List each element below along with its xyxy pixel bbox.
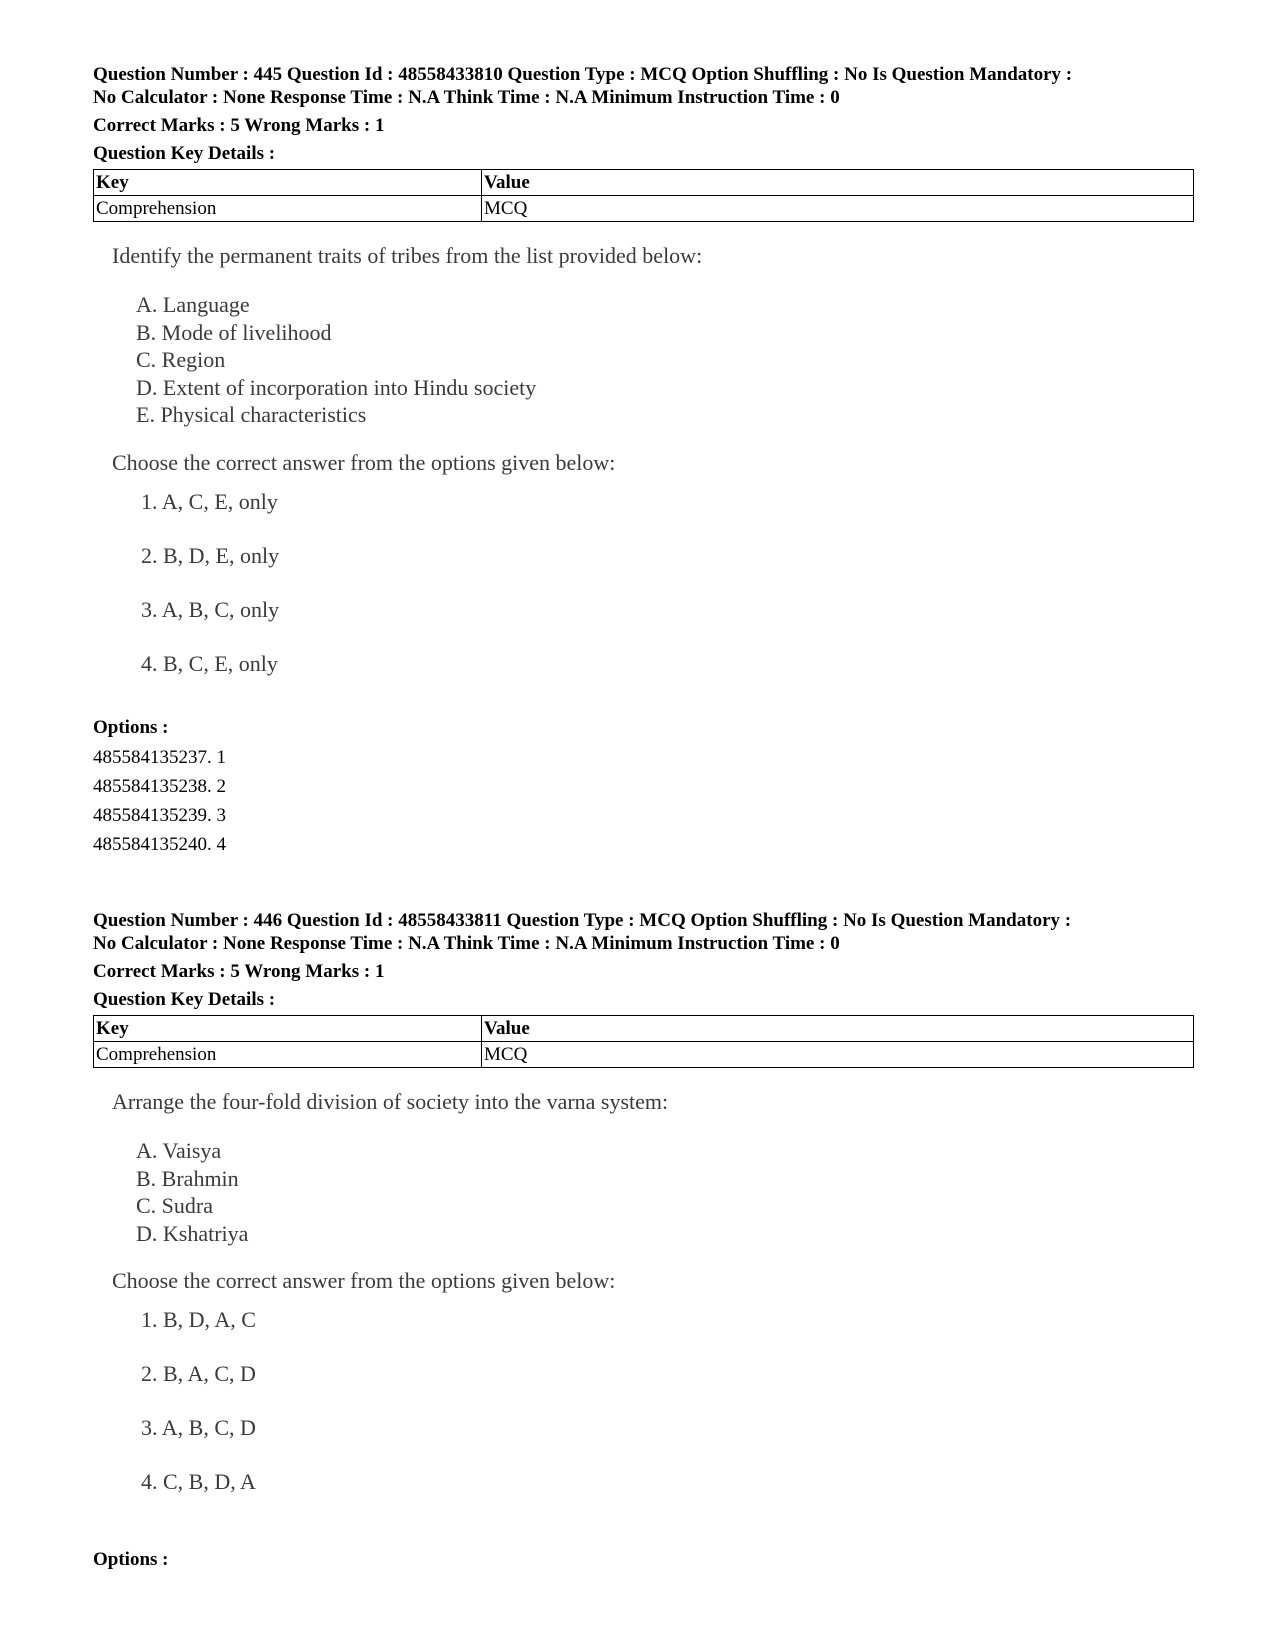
- option-label: 2: [216, 776, 226, 797]
- question-prompt: Identify the permanent traits of tribes from the list provided below:: [112, 243, 703, 268]
- option-label: 4: [216, 834, 226, 855]
- option-row: 485584135238. 2: [93, 776, 226, 797]
- answer-choice: 4. B, C, E, only: [141, 650, 278, 676]
- statement-item: A. Language: [136, 292, 250, 317]
- options-title: Options :: [93, 717, 169, 738]
- statement-list: [136, 291, 702, 429]
- option-row: 485584135240. 4: [93, 834, 226, 855]
- key-details-table: [93, 169, 1194, 222]
- key-header-cell: Key: [94, 170, 482, 196]
- options-title: Options :: [93, 1549, 169, 1570]
- question-meta-line-1: Question Number : 445 Question Id : 48558433810 Question Type : MCQ Option Shuffling : No Is Question Mandatory :: [93, 64, 1073, 85]
- answer-choice: 1. A, C, E, only: [141, 488, 278, 514]
- key-table-row: [94, 196, 1194, 222]
- statement-item: C. Region: [136, 347, 226, 372]
- value-cell: MCQ: [482, 1042, 1194, 1068]
- answer-choice: 2. B, D, E, only: [141, 542, 280, 568]
- answer-choice: 3. A, B, C, D: [141, 1415, 256, 1440]
- key-details-title: Question Key Details :: [93, 143, 276, 164]
- question-body-446: [112, 1089, 668, 1523]
- choose-instruction: Choose the correct answer from the options given below:: [112, 1268, 616, 1293]
- answer-choice-list: [141, 1307, 668, 1523]
- key-header-cell: Key: [94, 1016, 482, 1042]
- key-details-title: Question Key Details :: [93, 989, 276, 1010]
- question-meta-line-2: No Calculator : None Response Time : N.A Think Time : N.A Minimum Instruction Time : 0: [93, 933, 840, 954]
- value-header-cell: Value: [482, 1016, 1194, 1042]
- statement-list: [136, 1137, 668, 1247]
- answer-choice: 3. A, B, C, only: [141, 596, 280, 622]
- question-header-446: [93, 909, 1193, 1068]
- key-table-row: [94, 1042, 1194, 1068]
- option-id: 485584135240: [93, 834, 207, 855]
- answer-choice-list: [141, 489, 702, 705]
- key-table-header-row: [94, 1016, 1194, 1042]
- option-id: 485584135237: [93, 747, 207, 768]
- choose-instruction: Choose the correct answer from the options given below:: [112, 449, 616, 475]
- marks-line: Correct Marks : 5 Wrong Marks : 1: [93, 961, 385, 982]
- statement-item: B. Brahmin: [136, 1165, 239, 1191]
- option-label: 3: [216, 805, 226, 826]
- option-id: 485584135238: [93, 776, 207, 797]
- question-body-445: [112, 243, 702, 705]
- question-meta-line-2: No Calculator : None Response Time : N.A Think Time : N.A Minimum Instruction Time : 0: [93, 87, 840, 108]
- statement-item: E. Physical characteristics: [136, 402, 367, 427]
- answer-choice: 2. B, A, C, D: [141, 1361, 256, 1386]
- statement-item: B. Mode of livelihood: [136, 319, 332, 345]
- marks-line: Correct Marks : 5 Wrong Marks : 1: [93, 115, 385, 136]
- value-header-cell: Value: [482, 170, 1194, 196]
- value-cell: MCQ: [482, 196, 1194, 222]
- key-cell: Comprehension: [94, 1042, 482, 1068]
- answer-choice: 4. C, B, D, A: [141, 1469, 256, 1494]
- statement-item: D. Kshatriya: [136, 1220, 249, 1246]
- question-prompt: Arrange the four-fold division of society into the varna system:: [112, 1089, 669, 1114]
- question-header-445: [93, 63, 1193, 222]
- key-details-table: [93, 1015, 1194, 1068]
- statement-item: D. Extent of incorporation into Hindu society: [136, 374, 537, 400]
- key-cell: Comprehension: [94, 196, 482, 222]
- option-row: 485584135239. 3: [93, 805, 226, 826]
- key-table-header-row: [94, 170, 1194, 196]
- answer-choice: 1. B, D, A, C: [141, 1307, 256, 1332]
- option-row: 485584135237. 1: [93, 747, 226, 768]
- options-section-446: [93, 1548, 169, 1571]
- statement-item: C. Sudra: [136, 1193, 213, 1218]
- option-id: 485584135239: [93, 805, 207, 826]
- option-label: 1: [216, 747, 226, 768]
- question-meta-line-1: Question Number : 446 Question Id : 48558433811 Question Type : MCQ Option Shuffling : No Is Question Mandatory :: [93, 910, 1072, 931]
- options-section-445: [93, 716, 226, 859]
- statement-item: A. Vaisya: [136, 1138, 222, 1163]
